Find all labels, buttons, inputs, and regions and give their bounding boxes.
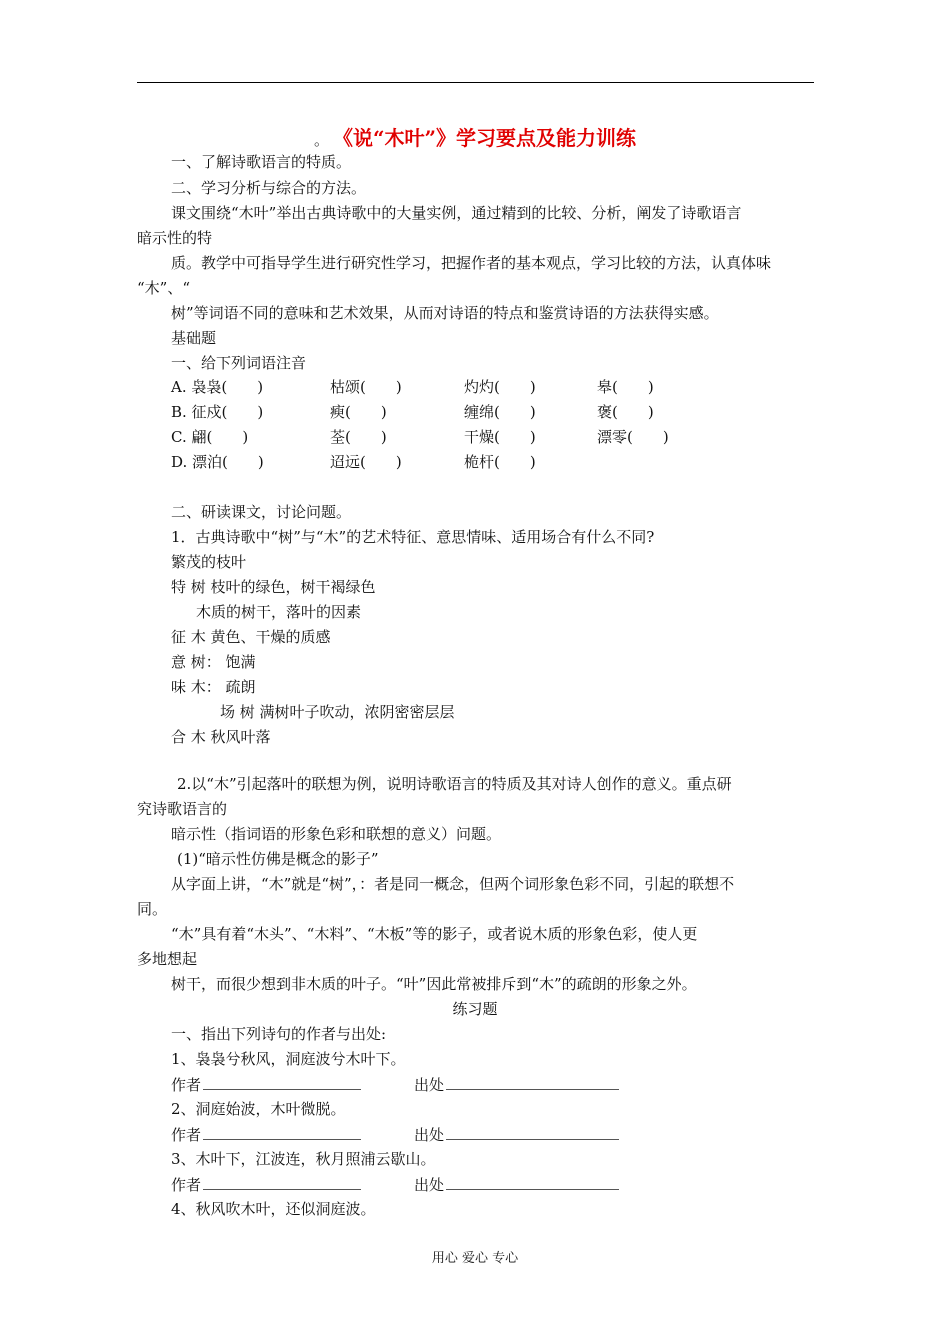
phonetic-cell: 迢远( ) — [330, 453, 402, 471]
phonetic-cell: 灼灼( ) — [464, 378, 536, 396]
title-text: 《说“木叶”》学习要点及能力训练 — [343, 126, 637, 150]
intro-paragraph-line: 课文围绕“木叶”举出古典诗歌中的大量实例，通过精到的比较、分析，阐发了诗歌语言 — [171, 204, 742, 222]
phonetic-cell: 桅杆( ) — [464, 453, 536, 471]
body-text: 树干，而很少想到非木质的叶子。“叶”因此常被排斥到“木”的疏朗的形象之外。 — [171, 975, 697, 993]
comparison-line: 征 木 黄色、干燥的质感 — [171, 628, 331, 646]
author-field[interactable] — [171, 1074, 361, 1095]
comparison-line: 繁茂的枝叶 — [171, 553, 247, 571]
source-label: 出处 — [414, 1176, 445, 1194]
question-heading: 一、指出下列诗句的作者与出处: — [171, 1025, 387, 1043]
question-text: 1．古典诗歌中“树”与“木”的艺术特征、意思情味、适用场合有什么不同? — [171, 528, 655, 546]
phonetic-cell: 缠绵( ) — [464, 403, 536, 421]
phonetic-cell: A. 袅袅( ) — [171, 378, 264, 396]
subsection-heading: (1)“暗示性仿佛是概念的影子” — [177, 850, 379, 868]
question-text: 2.以“木”引起落叶的联想为例，说明诗歌语言的特质及其对诗人创作的意义。重点研 — [177, 775, 732, 793]
author-label: 作者 — [171, 1176, 202, 1194]
intro-paragraph-line: 质。教学中可指导学生进行研究性学习，把握作者的基本观点，学习比较的方法，认真体味 — [171, 254, 772, 272]
learning-point-1: 一、了解诗歌语言的特质。 — [171, 153, 352, 171]
comparison-line: 木质的树干，落叶的因素 — [196, 603, 362, 621]
header-rule — [137, 82, 814, 83]
section-heading-basic: 基础题 — [171, 329, 217, 347]
author-field[interactable] — [171, 1124, 361, 1145]
practice-item: 3、木叶下，江波连，秋月照浦云歇山。 — [171, 1150, 436, 1168]
body-text: 多地想起 — [137, 950, 198, 968]
author-blank[interactable] — [203, 1174, 361, 1190]
phonetic-cell: 干燥( ) — [464, 428, 536, 446]
comparison-line: 特 树 枝叶的绿色，树干褐绿色 — [171, 578, 376, 596]
phonetic-cell: 荃( ) — [330, 428, 387, 446]
phonetic-cell: 漂零( ) — [597, 428, 669, 446]
phonetic-cell: 皋( ) — [597, 378, 654, 396]
phonetic-cell: 瘐( ) — [330, 403, 387, 421]
body-text: 同。 — [137, 900, 168, 918]
section-heading-practice: 练习题 — [452, 1000, 498, 1018]
intro-paragraph-line: 暗示性的特 — [137, 229, 213, 247]
practice-item: 2、洞庭始波，木叶微脱。 — [171, 1100, 346, 1118]
source-blank[interactable] — [446, 1174, 619, 1190]
comparison-line: 味 木： 疏朗 — [171, 678, 256, 696]
author-blank[interactable] — [203, 1124, 361, 1140]
comparison-line: 意 树： 饱满 — [171, 653, 256, 671]
practice-item: 1、袅袅兮秋风，洞庭波兮木叶下。 — [171, 1050, 406, 1068]
page-title — [0, 122, 950, 151]
question-text: 究诗歌语言的 — [137, 800, 228, 818]
phonetic-cell: B. 征戍( ) — [171, 403, 264, 421]
source-field[interactable] — [414, 1124, 619, 1145]
source-label: 出处 — [414, 1076, 445, 1094]
body-text: 从字面上讲，“木”就是“树”，：者是同一概念，但两个词形象色彩不同，引起的联想不 — [171, 875, 735, 893]
phonetic-cell: 褒( ) — [597, 403, 654, 421]
practice-item: 4、秋风吹木叶，还似洞庭波。 — [171, 1200, 376, 1218]
author-label: 作者 — [171, 1076, 202, 1094]
question-heading: 一、给下列词语注音 — [171, 354, 307, 372]
source-blank[interactable] — [446, 1074, 619, 1090]
learning-point-2: 二、学习分析与综合的方法。 — [171, 179, 367, 197]
intro-paragraph-line: “木”、“ — [137, 279, 191, 297]
author-field[interactable] — [171, 1174, 361, 1195]
phonetic-cell: 枯颂( ) — [330, 378, 402, 396]
page-footer: 用心 爱心 专心 — [431, 1251, 519, 1266]
source-field[interactable] — [414, 1074, 619, 1095]
title-mark: 。 — [313, 131, 329, 149]
intro-paragraph-line: 树”等词语不同的意味和艺术效果，从而对诗语的特点和鉴赏诗语的方法获得实感。 — [171, 304, 719, 322]
phonetic-cell: C. 翩( ) — [171, 428, 249, 446]
author-label: 作者 — [171, 1126, 202, 1144]
author-blank[interactable] — [203, 1074, 361, 1090]
source-field[interactable] — [414, 1174, 619, 1195]
source-label: 出处 — [414, 1126, 445, 1144]
question-text: 暗示性（指词语的形象色彩和联想的意义）问题。 — [171, 825, 502, 843]
comparison-line: 场 树 满树叶子吹动，浓阴密密层层 — [220, 703, 455, 721]
phonetic-cell: D. 漂泊( ) — [171, 453, 264, 471]
question-heading: 二、研读课文，讨论问题。 — [171, 503, 352, 521]
source-blank[interactable] — [446, 1124, 619, 1140]
comparison-line: 合 木 秋风叶落 — [171, 728, 271, 746]
body-text: “木”具有着“木头”、“木料”、“木板”等的影子，或者说木质的形象色彩，使人更 — [171, 925, 698, 943]
